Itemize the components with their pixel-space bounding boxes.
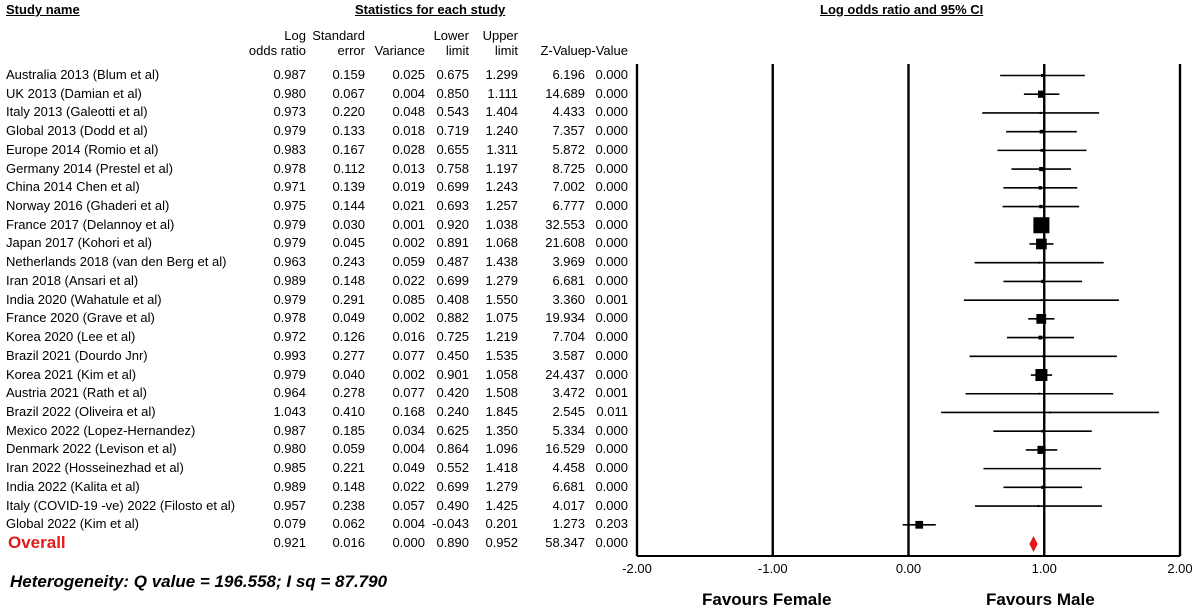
stat-cell: 19.934 xyxy=(545,310,585,326)
study-name: China 2014 Chen et al) xyxy=(6,179,140,195)
stat-cell: 0.002 xyxy=(392,366,425,382)
stat-cell: 0.148 xyxy=(332,478,365,494)
stat-cell: 0.000 xyxy=(595,478,628,494)
stat-cell: 0.725 xyxy=(436,329,469,345)
column-header-1-line1: Log xyxy=(284,28,306,43)
stat-cell: 1.425 xyxy=(485,497,518,513)
stat-cell: 0.016 xyxy=(332,535,365,550)
stat-cell: 1.257 xyxy=(485,198,518,214)
stat-cell: 0.000 xyxy=(595,329,628,345)
effect-square xyxy=(1049,411,1051,413)
stat-cell: 0.291 xyxy=(332,291,365,307)
effect-square xyxy=(1039,167,1043,171)
study-name: Norway 2016 (Ghaderi et al) xyxy=(6,198,170,214)
stat-cell: 0.000 xyxy=(595,254,628,270)
stat-cell: 0.049 xyxy=(332,310,365,326)
effect-square xyxy=(1041,280,1044,283)
effect-square xyxy=(1037,505,1039,507)
stat-cell: 0.133 xyxy=(332,123,365,139)
stat-cell: 0.139 xyxy=(332,179,365,195)
effect-square xyxy=(1041,74,1044,77)
effect-square xyxy=(1039,336,1043,340)
x-tick-label: 1.00 xyxy=(1031,561,1057,576)
stat-cell: 0.980 xyxy=(273,441,306,457)
stat-cell: 0.693 xyxy=(436,198,469,214)
stat-cell: 3.969 xyxy=(552,254,585,270)
stat-cell: 0.979 xyxy=(273,235,306,251)
stat-cell: 0.979 xyxy=(273,366,306,382)
stat-cell: 1.058 xyxy=(485,366,518,382)
stat-cell: 0.013 xyxy=(392,160,425,176)
stat-cell: 0.243 xyxy=(332,254,365,270)
study-name: France 2020 (Grave et al) xyxy=(6,310,155,326)
stat-cell: 6.681 xyxy=(552,272,585,288)
statistics-header: Statistics for each study xyxy=(355,2,506,17)
stat-cell: 0.987 xyxy=(273,422,306,438)
heterogeneity-text: Heterogeneity: Q value = 196.558; I sq = 87.790 xyxy=(10,572,388,591)
stat-cell: 0.957 xyxy=(273,497,306,513)
stat-cell: 0.049 xyxy=(392,460,425,476)
stat-cell: 0.016 xyxy=(392,329,425,345)
stat-cell: 1.418 xyxy=(485,460,518,476)
stat-cell: 0.972 xyxy=(273,329,306,345)
stat-cell: 0.067 xyxy=(332,85,365,101)
effect-square xyxy=(1041,468,1043,470)
stat-cell: 0.979 xyxy=(273,216,306,232)
stat-cell: 16.529 xyxy=(545,441,585,457)
stat-cell: 0.675 xyxy=(436,67,469,82)
stat-cell: 0.000 xyxy=(392,535,425,550)
stat-cell: 1.197 xyxy=(485,160,518,176)
stat-cell: 0.000 xyxy=(595,216,628,232)
stat-cell: 0.963 xyxy=(273,254,306,270)
stat-cell: 0.004 xyxy=(392,441,425,457)
stat-cell: 0.011 xyxy=(596,403,628,419)
study-name: Brazil 2022 (Oliveira et al) xyxy=(6,403,156,419)
stat-cell: 0.000 xyxy=(595,535,628,550)
stat-cell: 6.681 xyxy=(552,478,585,494)
stat-cell: 0.699 xyxy=(436,478,469,494)
stat-cell: 0.018 xyxy=(392,123,425,139)
effect-square xyxy=(1038,262,1040,264)
stat-cell: 0.001 xyxy=(595,385,628,401)
effect-square xyxy=(1038,393,1040,395)
column-header-7-line2: p-Value xyxy=(584,43,628,58)
stat-cell: 0.408 xyxy=(436,291,469,307)
study-name: Germany 2014 (Prestel et al) xyxy=(6,160,173,176)
stat-cell: 0.000 xyxy=(595,422,628,438)
effect-square xyxy=(915,521,923,529)
stat-cell: 0.057 xyxy=(392,497,425,513)
stat-cell: 0.238 xyxy=(332,497,365,513)
stat-cell: 0.964 xyxy=(273,385,306,401)
stat-cell: 0.987 xyxy=(273,67,306,82)
stat-cell: 0.978 xyxy=(273,160,306,176)
effect-square xyxy=(1033,217,1049,233)
stat-cell: 58.347 xyxy=(545,535,585,550)
column-header-4-line2: limit xyxy=(445,43,469,58)
stat-cell: 1.219 xyxy=(485,329,518,345)
stat-cell: 0.240 xyxy=(436,403,469,419)
effect-square xyxy=(1040,130,1044,134)
stat-cell: 0.159 xyxy=(332,67,365,82)
ci-header: Log odds ratio and 95% CI xyxy=(820,2,984,17)
overall-label: Overall xyxy=(8,533,66,552)
stat-cell: 0.850 xyxy=(436,85,469,101)
effect-square xyxy=(1039,186,1042,189)
stat-cell: 0.079 xyxy=(273,516,306,532)
stat-cell: 1.111 xyxy=(487,85,518,101)
stat-cell: 0.983 xyxy=(273,141,306,157)
stat-cell: 14.689 xyxy=(545,85,585,101)
study-name: Brazil 2021 (Dourdo Jnr) xyxy=(6,347,148,363)
stat-cell: 1.299 xyxy=(485,67,518,82)
study-name: Iran 2018 (Ansari et al) xyxy=(6,272,139,288)
stat-cell: 1.508 xyxy=(485,385,518,401)
column-header-6-line2: Z-Value xyxy=(540,43,585,58)
stat-cell: 0.148 xyxy=(332,272,365,288)
stat-cell: 0.000 xyxy=(595,67,628,82)
stat-cell: 1.038 xyxy=(485,216,518,232)
x-tick-label: -2.00 xyxy=(622,561,652,576)
study-name: Australia 2013 (Blum et al) xyxy=(6,67,160,82)
favours-female-label: Favours Female xyxy=(702,590,832,609)
stat-cell: 5.334 xyxy=(552,422,585,438)
study-name: France 2017 (Delannoy et al) xyxy=(6,216,175,232)
study-name: Mexico 2022 (Lopez-Hernandez) xyxy=(6,422,196,438)
effect-square xyxy=(1038,91,1045,98)
stat-cell: 6.196 xyxy=(552,67,585,82)
stat-cell: 1.068 xyxy=(485,235,518,251)
stat-cell: 1.404 xyxy=(485,104,518,120)
stat-cell: 0.985 xyxy=(273,460,306,476)
stat-cell: 4.458 xyxy=(552,460,585,476)
stat-cell: 1.350 xyxy=(485,422,518,438)
stat-cell: 0.022 xyxy=(392,272,425,288)
effect-square xyxy=(1041,486,1044,489)
study-name: Korea 2020 (Lee et al) xyxy=(6,329,136,345)
study-name: India 2022 (Kalita et al) xyxy=(6,478,140,494)
stat-cell: 0.022 xyxy=(392,478,425,494)
stat-cell: 0.168 xyxy=(392,403,425,419)
stat-cell: 0.040 xyxy=(332,366,365,382)
stat-cell: 0.001 xyxy=(595,291,628,307)
study-name: Iran 2022 (Hosseinezhad et al) xyxy=(6,460,184,476)
stat-cell: 1.240 xyxy=(485,123,518,139)
stat-cell: 0.000 xyxy=(595,497,628,513)
study-name: Denmark 2022 (Levison et al) xyxy=(6,441,177,457)
study-name: Global 2022 (Kim et al) xyxy=(6,516,139,532)
stat-cell: 1.279 xyxy=(485,478,518,494)
stat-cell: 0.420 xyxy=(436,385,469,401)
stat-cell: 0.882 xyxy=(436,310,469,326)
stat-cell: 0.059 xyxy=(332,441,365,457)
stat-cell: 0.901 xyxy=(436,366,469,382)
stat-cell: 0.980 xyxy=(273,85,306,101)
stat-cell: 0.002 xyxy=(392,310,425,326)
stat-cell: 0.203 xyxy=(595,516,628,532)
stat-cell: 2.545 xyxy=(552,403,585,419)
stat-cell: 0.000 xyxy=(595,366,628,382)
stat-cell: 0.699 xyxy=(436,179,469,195)
study-name: India 2020 (Wahatule et al) xyxy=(6,291,162,307)
stat-cell: 5.872 xyxy=(552,141,585,157)
stat-cell: 0.490 xyxy=(436,497,469,513)
stat-cell: 1.311 xyxy=(486,141,518,157)
stat-cell: 0.062 xyxy=(332,516,365,532)
stat-cell: 4.017 xyxy=(552,497,585,513)
stat-cell: 21.608 xyxy=(545,235,585,251)
stat-cell: 0.000 xyxy=(595,235,628,251)
stat-cell: 1.075 xyxy=(485,310,518,326)
study-name: Italy 2013 (Galeotti et al) xyxy=(6,104,148,120)
stat-cell: 0.000 xyxy=(595,141,628,157)
study-name: Korea 2021 (Kim et al) xyxy=(6,366,137,382)
x-tick-label: 2.00 xyxy=(1167,561,1193,576)
stat-cell: 0.001 xyxy=(392,216,425,232)
effect-square xyxy=(1039,112,1041,114)
stat-cell: 0.699 xyxy=(436,272,469,288)
stat-cell: 0.000 xyxy=(595,104,628,120)
stat-cell: 32.553 xyxy=(545,216,585,232)
study-name: Global 2013 (Dodd et al) xyxy=(6,123,148,139)
favours-male-label: Favours Male xyxy=(986,590,1095,609)
study-name: Europe 2014 (Romio et al) xyxy=(6,141,159,157)
stat-cell: -0.043 xyxy=(432,516,469,532)
stat-cell: 1.243 xyxy=(485,179,518,195)
effect-square xyxy=(1035,369,1047,381)
stat-cell: 4.433 xyxy=(552,104,585,120)
stat-cell: 1.043 xyxy=(273,403,306,419)
stat-cell: 0.201 xyxy=(485,516,518,532)
stat-cell: 7.357 xyxy=(552,123,585,139)
stat-cell: 0.975 xyxy=(273,198,306,214)
effect-square xyxy=(1040,299,1042,301)
stat-cell: 0.758 xyxy=(436,160,469,176)
stat-cell: 0.000 xyxy=(595,160,628,176)
effect-square xyxy=(1036,314,1046,324)
stat-cell: 0.000 xyxy=(595,85,628,101)
study-name: Netherlands 2018 (van den Berg et al) xyxy=(6,254,227,270)
stat-cell: 0.410 xyxy=(332,403,365,419)
column-header-4-line1: Lower xyxy=(433,28,469,43)
effect-square xyxy=(1041,430,1044,433)
x-tick-label: 0.00 xyxy=(895,561,922,576)
stat-cell: 0.167 xyxy=(332,141,365,157)
stat-cell: 0.278 xyxy=(332,385,365,401)
stat-cell: 1.279 xyxy=(485,272,518,288)
stat-cell: 0.921 xyxy=(273,535,306,550)
stat-cell: 6.777 xyxy=(552,198,585,214)
stat-cell: 0.000 xyxy=(595,460,628,476)
column-header-5-line2: limit xyxy=(494,43,518,58)
stat-cell: 0.019 xyxy=(392,179,425,195)
stat-cell: 0.973 xyxy=(273,104,306,120)
effect-square xyxy=(1041,149,1044,152)
column-header-2-line1: Standard xyxy=(312,28,365,43)
study-name: Italy (COVID-19 -ve) 2022 (Filosto et al) xyxy=(6,497,236,513)
stat-cell: 0.000 xyxy=(595,123,628,139)
x-tick-label: -1.00 xyxy=(757,561,788,576)
stat-cell: 0.920 xyxy=(436,216,469,232)
stat-cell: 0.000 xyxy=(595,310,628,326)
stat-cell: 0.979 xyxy=(273,123,306,139)
stat-cell: 0.000 xyxy=(595,198,628,214)
column-header-2-line2: error xyxy=(337,43,365,58)
study-name: Japan 2017 (Kohori et al) xyxy=(6,235,152,251)
stat-cell: 0.000 xyxy=(595,179,628,195)
stat-cell: 0.000 xyxy=(595,441,628,457)
stat-cell: 0.085 xyxy=(392,291,425,307)
stat-cell: 0.971 xyxy=(273,179,306,195)
stat-cell: 0.625 xyxy=(436,422,469,438)
stat-cell: 0.655 xyxy=(436,141,469,157)
stat-cell: 0.220 xyxy=(332,104,365,120)
stat-cell: 0.077 xyxy=(392,347,425,363)
overall-diamond xyxy=(1029,536,1037,552)
stat-cell: 0.048 xyxy=(392,104,425,120)
stat-cell: 0.112 xyxy=(333,160,365,176)
study-name-header: Study name xyxy=(6,2,80,17)
effect-square xyxy=(1037,446,1045,454)
stat-cell: 0.144 xyxy=(332,198,365,214)
stat-cell: 0.025 xyxy=(392,67,425,82)
stat-cell: 0.000 xyxy=(595,347,628,363)
study-name: Austria 2021 (Rath et al) xyxy=(6,385,147,401)
column-header-1-line2: odds ratio xyxy=(248,43,306,58)
stat-cell: 0.552 xyxy=(436,460,469,476)
stat-cell: 1.096 xyxy=(485,441,518,457)
stat-cell: 0.221 xyxy=(332,460,365,476)
stat-cell: 7.002 xyxy=(552,179,585,195)
stat-cell: 0.004 xyxy=(392,85,425,101)
stat-cell: 0.891 xyxy=(436,235,469,251)
stat-cell: 0.952 xyxy=(485,535,518,550)
stat-cell: 0.030 xyxy=(332,216,365,232)
stat-cell: 0.719 xyxy=(436,123,469,139)
stat-cell: 3.587 xyxy=(552,347,585,363)
stat-cell: 1.273 xyxy=(552,516,585,532)
column-header-3-line2: Variance xyxy=(374,43,425,58)
stat-cell: 0.989 xyxy=(273,272,306,288)
stat-cell: 1.550 xyxy=(485,291,518,307)
stat-cell: 1.535 xyxy=(485,347,518,363)
stat-cell: 0.864 xyxy=(436,441,469,457)
stat-cell: 0.045 xyxy=(332,235,365,251)
effect-square xyxy=(1036,239,1047,250)
stat-cell: 0.034 xyxy=(392,422,425,438)
stat-cell: 0.028 xyxy=(392,141,425,157)
stat-cell: 0.004 xyxy=(392,516,425,532)
effect-square xyxy=(1042,355,1044,357)
stat-cell: 0.126 xyxy=(332,329,365,345)
stat-cell: 0.059 xyxy=(392,254,425,270)
effect-square xyxy=(1039,205,1042,208)
study-name: UK 2013 (Damian et al) xyxy=(6,85,142,101)
stat-cell: 3.472 xyxy=(552,385,585,401)
stat-cell: 0.993 xyxy=(273,347,306,363)
stat-cell: 0.185 xyxy=(332,422,365,438)
stat-cell: 0.543 xyxy=(436,104,469,120)
stat-cell: 0.487 xyxy=(436,254,469,270)
stat-cell: 0.979 xyxy=(273,291,306,307)
stat-cell: 7.704 xyxy=(552,329,585,345)
stat-cell: 0.021 xyxy=(392,198,425,214)
stat-cell: 0.450 xyxy=(436,347,469,363)
stat-cell: 8.725 xyxy=(552,160,585,176)
stat-cell: 0.077 xyxy=(392,385,425,401)
stat-cell: 0.002 xyxy=(392,235,425,251)
stat-cell: 0.989 xyxy=(273,478,306,494)
stat-cell: 24.437 xyxy=(545,366,585,382)
column-header-5-line1: Upper xyxy=(482,28,518,43)
stat-cell: 1.438 xyxy=(485,254,518,270)
stat-cell: 0.890 xyxy=(436,535,469,550)
stat-cell: 3.360 xyxy=(552,291,585,307)
stat-cell: 0.277 xyxy=(332,347,365,363)
stat-cell: 1.845 xyxy=(485,403,518,419)
stat-cell: 0.978 xyxy=(273,310,306,326)
stat-cell: 0.000 xyxy=(595,272,628,288)
